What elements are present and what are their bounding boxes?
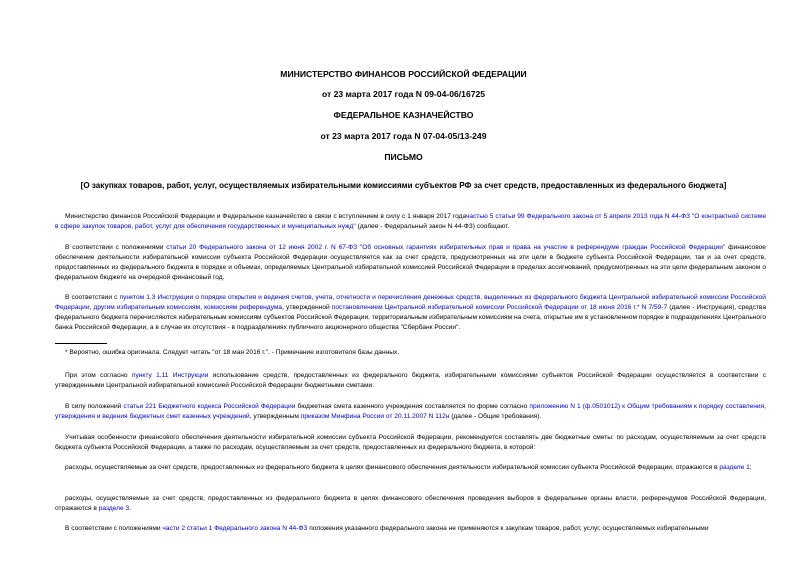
section-3-link[interactable]: разделе 3 [98,505,130,512]
order-link[interactable]: приказом Минфина России от 20.11.2007 N 112н [300,413,450,420]
paragraph-6 [55,433,766,453]
law-link[interactable]: статьи 20 Федерального закона от 12 июня 2002 г. N 67-ФЗ "Об основных гарантиях избирательных прав и права на участие в референдуме граждан Российской Федерации" [166,244,726,251]
paragraph-1 [55,212,766,232]
law-article-link[interactable]: части 2 статьи 1 Федерального закона N 44-ФЗ [162,525,308,532]
paragraph-text: , утвержденным [249,413,301,420]
paragraph-text: В соответствии с положениями [65,525,163,532]
paragraph-text: (далее - Федеральный закон N 44-ФЗ) сообщают. [355,223,510,230]
paragraph-text: бюджетная смета казенного учреждения составляется по форме согласно [295,403,530,410]
footnote [55,348,766,358]
paragraph-text: Учитывая особенности финансового обеспечения деятельности избирательной комиссии субъекта Российской Федерации, рекомендуется составлять две бюджетные сметы: по расходам, осуществляемым за счет средств бюджета субъекта Российской Федерации, а также по расходам, осуществляемым за счет средств, предоставленных из федерального бюджета, в которой: [55,434,766,451]
paragraph-text: расходы, осуществляемые за счет средств, предоставленных из федерального бюджета в целях финансового обеспечения проведения выборов в федеральные органы власти, референдумов Российской Федерации, отражаются в [55,495,766,512]
paragraph-text: , утвержденной [282,304,332,311]
section-1-link[interactable]: разделе 1 [719,464,750,471]
paragraph-text: Министерство финансов Российской Федерации и Федеральное казначейство в связи с вступлением в силу с 1 января 2017 года [65,213,466,220]
footnote-divider [55,343,107,344]
ministry-title: МИНИСТЕРСТВО ФИНАНСОВ РОССИЙСКОЙ ФЕДЕРАЦИИ [280,69,527,79]
paragraph-2 [55,243,766,283]
instruction-link[interactable]: пунктом 1.3 Инструкции о порядке открытия и ведения счетов, учета, отчетности и перечисления денежных средств, выделенных из федерального бюджета Центральной избирательной комиссии Российской Федерации, другим избирательным комиссиям, комиссиям референдума [55,294,766,311]
ministry-date: от 23 марта 2017 года N 09-04-06/16725 [321,89,486,99]
paragraph-8 [55,494,766,514]
paragraph-7 [55,463,766,473]
paragraph-text: . [129,505,132,512]
paragraph-text: В силу положений [65,403,124,410]
paragraph-text: использование средств, предоставленных из федерального бюджета, избирательными комиссиями субъектов Российской Федерации осуществляется в соответствии с утвержденными Центральной избирательной комиссией Российской Федерации бюджетными сметами. [55,372,767,389]
budget-code-link[interactable]: статьи 221 Бюджетного кодекса Российской Федерации [123,403,296,410]
footnote-text: * Вероятно, ошибка оригинала. Следует читать "от 18 мая 2016 г.". - Примечание изготовителя базы данных. [65,349,400,356]
law-link[interactable]: частью 5 статьи 99 Федерального закона от 5 апреля 2013 года N 44-ФЗ "О контрактной системе в сфере закупок товаров, работ, услуг для обеспечения государственных и муниципальных нужд" [55,213,766,230]
instruction-link[interactable]: пункту 1.11 Инструкции [131,372,209,379]
paragraph-5 [55,402,766,422]
paragraph-text: (далее - Инструкция), средства федерального бюджета перечисляются избирательным комиссиям субъектов Российской Федерации, территориальным избирательным комиссиям на счета, открытые им в установленном порядке в подразделениях Центрального банка Российской Федерации, а в случае их отсутствия - в подразделениях публичного акционерного общества "Сбербанк России". [55,304,766,331]
paragraph-text: расходы, осуществляемые за счет средств, предоставленных из федерального бюджета в целях финансового обеспечения деятельности избирательной комиссии субъекта Российской Федерации, отражаются в [65,464,720,471]
paragraph-text: финансовое обеспечение деятельности избирательной комиссии субъекта Российской Федерации осуществляется как за счет средств, предусмотренных на эти цели в бюджете субъекта Российской Федерации, так и за счет средств, предоставленных из федерального бюджета в порядке и объемах, определяемых Центральной избирательной комиссией Российской Федерации в пределах ассигнований, предусмотренных на эти цели федеральным законом о федеральном бюджете на очередной финансовый год. [55,244,766,281]
paragraph-text: (далее - Общие требования). [449,413,542,420]
document-subject: [О закупках товаров, работ, услуг, осуществляемых избирательными комиссиями субъектов РФ за счет средств, предоставленных из федерального бюджета] [80,181,727,190]
appendix-link[interactable]: приложению N 1 (ф.0501012) к Общим требованиям к порядку составления, утверждения и ведения бюджетных смет казенных учреждений [55,403,766,420]
document-type: ПИСЬМО [384,152,423,162]
paragraph-text: В соответствии с [65,294,120,301]
treasury-title: ФЕДЕРАЛЬНОЕ КАЗНАЧЕЙСТВО [333,110,474,120]
paragraph-text: В соответствии с положениями [65,244,167,251]
paragraph-text: положения указанного федерального закона не применяются к закупкам товаров, работ, услуг, осуществляемых избирательными [307,525,709,532]
resolution-link[interactable]: постановлением Центральной избирательной комиссии Российской Федерации от 18 июня 2016 г.* N 7/59-7 [331,304,668,311]
paragraph-text: ; [749,464,752,471]
paragraph-3 [55,293,766,333]
paragraph-4 [55,371,766,391]
paragraph-9 [55,524,766,534]
paragraph-text: При этом согласно [65,372,132,379]
treasury-date: от 23 марта 2017 года N 07-04-05/13-249 [320,131,487,141]
